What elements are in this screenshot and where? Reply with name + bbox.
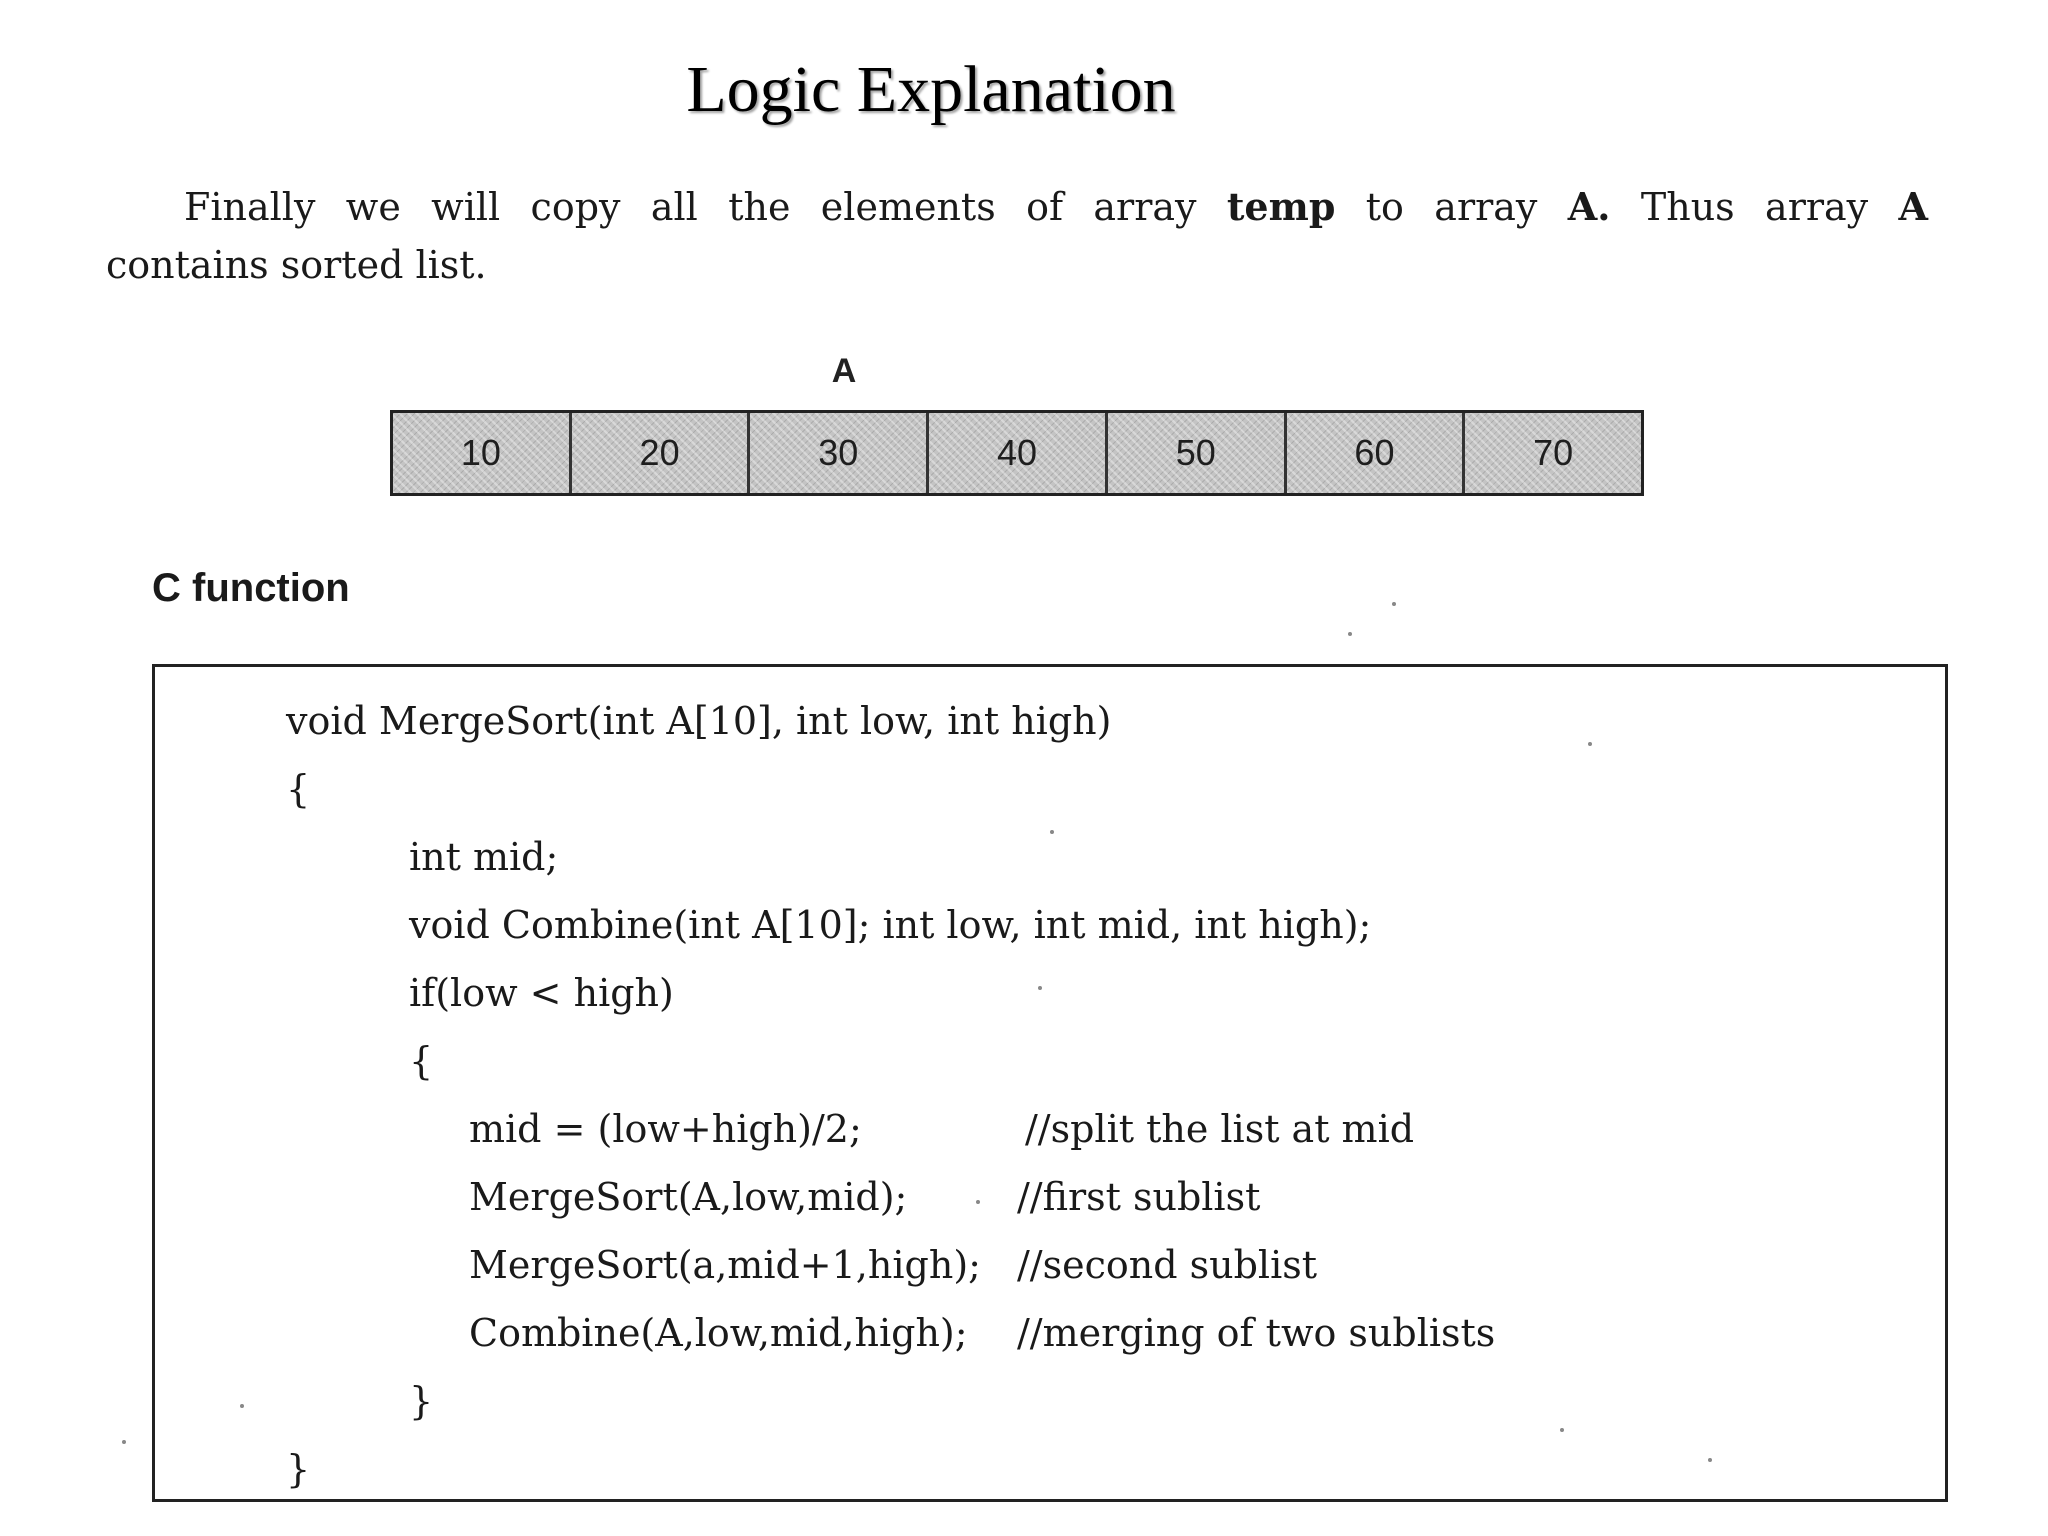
array-cell: 60 (1287, 413, 1466, 493)
code-comment: //second sublist (1017, 1243, 1318, 1287)
scan-speck (1038, 986, 1042, 990)
paragraph-bold-a-2: A (1898, 184, 1929, 229)
scan-speck (1708, 1458, 1712, 1462)
paragraph-bold-temp: temp (1226, 184, 1336, 229)
paragraph-text: Thus array (1610, 185, 1899, 229)
code-line: { (409, 1039, 434, 1083)
scan-speck (240, 1404, 244, 1408)
array-label: A (831, 352, 857, 390)
scan-speck (976, 1200, 980, 1204)
code-line: } (409, 1379, 434, 1423)
scan-speck (1588, 742, 1592, 746)
code-line: int mid; (409, 835, 559, 879)
paragraph-line-1 (106, 178, 1928, 236)
array-cell: 20 (572, 413, 751, 493)
scan-speck (122, 1440, 126, 1444)
explanation-paragraph (106, 178, 1928, 294)
scan-speck (1050, 830, 1054, 834)
code-line: void Combine(int A[10]; int low, int mid, int high); (409, 903, 1372, 947)
code-comment: //merging of two sublists (1017, 1311, 1496, 1355)
scan-speck (1348, 632, 1352, 636)
code-line: } (286, 1447, 311, 1491)
paragraph-line-2: contains sorted list. (106, 243, 487, 287)
paragraph-bold-a: A. (1567, 184, 1611, 229)
array-cell: 30 (750, 413, 929, 493)
code-line: MergeSort(A,low,mid); (469, 1175, 908, 1219)
array-cell: 10 (393, 413, 572, 493)
code-line: { (286, 767, 311, 811)
code-line: MergeSort(a,mid+1,high); (469, 1243, 981, 1287)
code-comment: //first sublist (1017, 1175, 1261, 1219)
code-line: if(low < high) (409, 971, 674, 1015)
code-comment: //split the list at mid (1025, 1107, 1415, 1151)
section-heading: C function (152, 566, 350, 610)
array-diagram (390, 410, 1644, 496)
page-title: Logic Explanation (686, 53, 1176, 126)
code-line: Combine(A,low,mid,high); (469, 1311, 968, 1355)
code-line: mid = (low+high)/2; (469, 1107, 862, 1151)
array-cell: 50 (1108, 413, 1287, 493)
code-block (152, 664, 1948, 1502)
scan-speck (1392, 602, 1396, 606)
array-cell: 40 (929, 413, 1108, 493)
scan-speck (1560, 1428, 1564, 1432)
array-cell: 70 (1465, 413, 1641, 493)
paragraph-text: to array (1335, 185, 1568, 229)
paragraph-text: Finally we will copy all the elements of array (184, 185, 1227, 229)
code-line: void MergeSort(int A[10], int low, int high) (286, 699, 1112, 743)
